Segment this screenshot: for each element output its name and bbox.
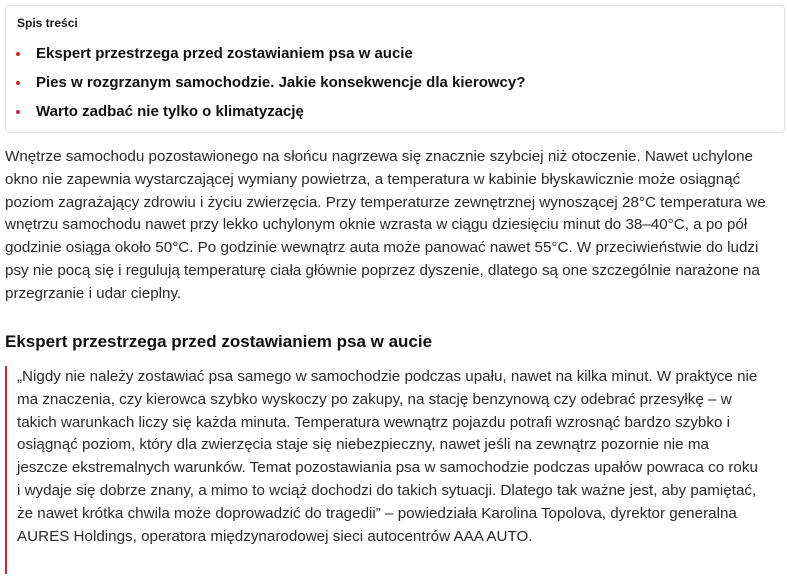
toc-title: Spis treści	[17, 16, 78, 30]
toc-item	[6, 42, 784, 71]
table-of-contents	[5, 5, 785, 133]
bullet-icon	[16, 52, 20, 56]
toc-item	[6, 100, 784, 129]
expert-quote	[5, 366, 785, 574]
toc-link-consequences[interactable]: Pies w rozgrzanym samochodzie. Jakie konsekwencje dla kierowcy?	[36, 74, 526, 91]
intro-paragraph: Wnętrze samochodu pozostawionego na słońcu nagrzewa się znacznie szybciej niż otoczenie. Nawet uchylone okno nie zapewnia wystarczającej wymiany powietrza, a temperatura w kabinie błyskawicznie może osiągnąć poziom zagrażający zdrowiu i życiu zwierzęcia. Przy temperaturze zewnętrznej wynoszącej 28°C temperatura we wnętrzu samochodu nawet przy lekko uchylonym oknie wzrasta w ciągu dziesięciu minut do 38–40°C, a po pół godzinie osiąga około 50°C. Po godzinie wewnątrz auta może panować nawet 55°C. W przeciwieństwie do ludzi psy nie pocą się i regulują temperaturę ciała głównie poprzez dyszenie, dlatego są one szczególnie narażone na przegrzanie i udar cieplny.	[5, 148, 766, 302]
toc-link-air-conditioning[interactable]: Warto zadbać nie tylko o klimatyzację	[36, 103, 304, 120]
bullet-icon	[16, 81, 20, 85]
quote-text: „Nigdy nie należy zostawiać psa samego w samochodzie podczas upału, nawet na kilka minut. W praktyce nie ma znaczenia, czy kierowca szybko wyskoczy po zakupy, na stację benzynową czy odebrać przesyłkę – w takich warunkach liczy się każda minuta. Temperatura wewnątrz pojazdu potrafi wzrosnąć bardzo szybko i osiągnąć poziom, który dla zwierzęcia staje się niebezpieczny, nawet jeśli na zewnątrz pozornie nie ma jeszcze ekstremalnych warunków. Temat pozostawiania psa w samochodzie podczas upałów powraca co roku i wydaje się dobrze znany, a mimo to wciąż dochodzi do takich sytuacji. Dlatego tak ważne jest, aby pamiętać, że nawet krótka chwila może doprowadzić do tragedii” – powiedziała Karolina Topolova, dyrektor generalna AURES Holdings, operatora międzynarodowej sieci autocentrów AAA AUTO.	[17, 368, 758, 545]
section-heading: Ekspert przestrzega przed zostawianiem psa w aucie	[5, 332, 433, 351]
toc-link-expert[interactable]: Ekspert przestrzega przed zostawianiem psa w aucie	[36, 45, 413, 62]
toc-item	[6, 71, 784, 100]
toc-list	[6, 42, 784, 129]
bullet-icon	[16, 110, 20, 114]
